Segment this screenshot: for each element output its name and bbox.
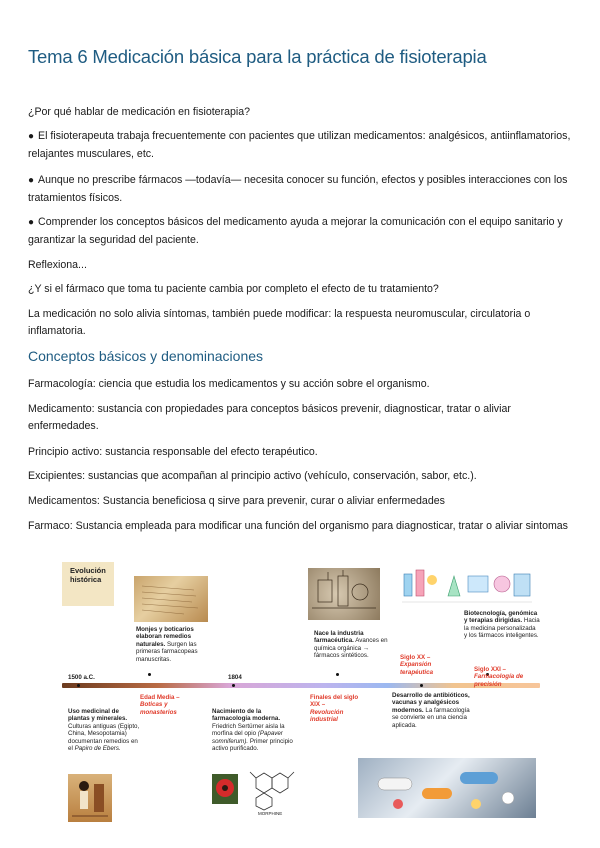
manuscript-lines — [134, 576, 208, 622]
pills-image — [358, 758, 536, 818]
timeline-header: Evolución histórica — [70, 566, 106, 584]
def-farmacologia: Farmacología: ciencia que estudia los medicamentos y su acción sobre el organismo. — [28, 378, 430, 390]
era-sxxi-title: Siglo XXI – — [474, 666, 506, 673]
bullet-1-text: El fisioterapeuta trabaja frecuentemente con pacientes que utilizan medicamentos: analgésicos, antiinflamatorios, relajantes musculares, etc. — [28, 130, 571, 160]
label-moderna-title: Nacimiento de la farmacología moderna. — [212, 708, 281, 723]
era-sxix-sub: Revolución industrial — [310, 708, 344, 724]
label-industria — [314, 630, 392, 660]
label-antiguo-ref: Papiro de Ebers. — [74, 745, 121, 753]
def-medicamentos: Medicamentos: Sustancia beneficiosa q sirve para prevenir, curar o aliviar enfermedades — [28, 495, 445, 507]
tick-edad-media — [148, 673, 151, 676]
bullet-1 — [28, 128, 576, 162]
biotech-illustration — [398, 566, 536, 606]
label-sxx-title: Desarrollo de antibióticos, vacunas y analgésicos modernos. — [392, 692, 470, 714]
era-sxx-title: Siglo XX – — [400, 654, 431, 661]
era-sxx — [400, 654, 456, 676]
label-industria-title: Nace la industria farmacéutica. — [314, 630, 364, 645]
page-title: Tema 6 Medicación básica para la práctica de fisioterapia — [28, 46, 487, 67]
label-moderna — [212, 708, 294, 752]
era-sxxi-sub: Farmacología de precisión — [474, 673, 524, 688]
molecule-label: MORPHINE — [258, 811, 283, 816]
reflect-label: Reflexiona... — [28, 259, 87, 271]
era-edad-media-title: Edad Media – — [140, 694, 180, 701]
egypt-image — [68, 774, 112, 822]
bullet-3-text: Comprender los conceptos básicos del medicamento ayuda a mejorar la comunicación con el equipo sanitario y garantizar la seguridad del paciente. — [28, 216, 563, 246]
def-principio-activo: Principio activo: sustancia responsable del efecto terapéutico. — [28, 446, 318, 458]
def-excipientes: Excipientes: sustancias que acompañan al principio activo (vehículo, conservación, sabor, etc.). — [28, 470, 477, 482]
timeline-figure — [62, 562, 540, 824]
reflect-question: ¿Y si el fármaco que toma tu paciente cambia por completo el efecto de tu tratamiento? — [28, 283, 439, 295]
morphine-molecule — [242, 762, 302, 814]
era-sxix — [310, 694, 366, 724]
bullet-2-text: Aunque no prescribe fármacos —todavía— necesita conocer su función, efectos y posibles interacciones con los tratamientos físicos. — [28, 174, 568, 204]
pills-illustration — [358, 758, 536, 818]
label-moderna-desc: Friedrich Sertürner aisla la morfina del opio — [212, 722, 285, 738]
tick-1500 — [77, 684, 80, 687]
poppy-image — [212, 774, 238, 804]
def-farmaco: Farmaco: Sustancia empleada para modificar una función del organismo para diagnosticar, tratar o aliviar sintomas — [28, 520, 568, 532]
tick-sxix — [336, 673, 339, 676]
egypt-figure — [68, 774, 112, 822]
label-biotec — [464, 610, 540, 640]
era-sxix-title: Finales del siglo XIX – — [310, 694, 359, 709]
poppy-flower — [212, 774, 238, 804]
manuscript-image — [134, 576, 208, 622]
reflect-answer: La medicación no solo alivia síntomas, también puede modificar: la respuesta neuromuscular, circulatoria o inflamatoria. — [28, 308, 531, 337]
bullet-3 — [28, 214, 576, 248]
label-antiguo-desc: Culturas antiguas (Egipto, China, Mesopotamia) documentan remedios en el — [68, 722, 140, 753]
industry-engraving — [308, 568, 380, 620]
era-sxx-sub: Expansión terapéutica — [400, 661, 434, 676]
timeline-bar — [62, 683, 540, 688]
era-1500: 1500 a.C. — [68, 674, 95, 681]
label-antiguo-title: Uso medicinal de plantas y minerales. — [68, 708, 128, 723]
tick-sxx — [420, 684, 423, 687]
label-monjes-title: Monjes y boticarios elaboran remedios naturales. — [136, 626, 194, 648]
label-monjes — [136, 626, 212, 663]
section-heading: Conceptos básicos y denominaciones — [28, 348, 264, 364]
industry-image — [308, 568, 380, 620]
biotech-icons — [398, 566, 536, 606]
label-industria-desc: Avances en química orgánica → fármacos sintéticos. — [314, 637, 388, 660]
label-moderna-extra: Primer principio activo purificado. — [212, 737, 293, 753]
label-biotec-desc: Hacia la medicina personalizada y los fármacos inteligentes. — [464, 617, 540, 640]
intro-question: ¿Por qué hablar de medicación en fisioterapia? — [28, 106, 251, 118]
label-biotec-title: Biotecnología, genómica y terapias dirigidas. — [464, 610, 538, 625]
tick-1804 — [232, 684, 235, 687]
era-sxxi — [474, 666, 538, 688]
era-edad-media-sub: Boticas y monasterios — [140, 701, 177, 716]
label-monjes-desc: Surgen las primeras farmacopeas manuscritas. — [136, 640, 198, 663]
def-medicamento: Medicamento: sustancia con propiedades para conceptos básicos prevenir, diagnosticar, tratar o aliviar enfermedades. — [28, 403, 511, 432]
label-sxx — [392, 692, 470, 729]
label-sxx-desc: La farmacología se convierte en una ciencia aplicada. — [392, 706, 470, 729]
label-antiguo — [68, 708, 140, 752]
label-moderna-plant: (Papaver somniferum). — [212, 730, 283, 745]
era-1804: 1804 — [228, 674, 242, 681]
era-edad-media — [140, 694, 202, 716]
bullet-2 — [28, 172, 576, 206]
